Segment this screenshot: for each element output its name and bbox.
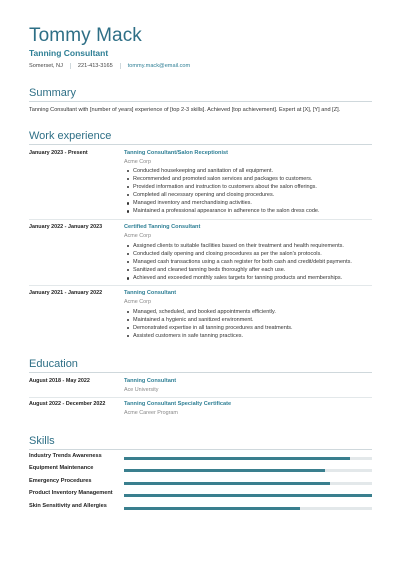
entry-bullets: [124, 167, 374, 216]
entry-date: August 2018 - May 2022: [29, 378, 90, 384]
summary-heading: Summary: [29, 87, 77, 99]
skill-name: Skin Sensitivity and Allergies: [29, 503, 107, 509]
entry-bullets: [124, 242, 374, 282]
education-heading: Education: [29, 358, 78, 370]
contact-divider: [120, 63, 121, 69]
summary-text: Tanning Consultant with [number of years] experience of [top 2-3 skills]. Achieved [top achievement]. Expert at [X], [Y] and [Z].: [29, 107, 341, 113]
bullet-item: Maintained a professional appearance in adherence to the salon dress code.: [124, 207, 374, 215]
entry-date: January 2022 - January 2023: [29, 224, 103, 230]
skill-row: [29, 478, 372, 486]
entry-bullets: [124, 308, 374, 340]
section-divider: [29, 144, 372, 145]
section-divider: [29, 372, 372, 373]
skill-name: Product Inventory Management: [29, 490, 113, 496]
skill-bar-track: [124, 469, 372, 472]
skill-bar-fill: [124, 469, 325, 472]
entry-degree: Tanning Consultant Specialty Certificate: [124, 401, 232, 407]
skill-bar-fill: [124, 507, 300, 510]
bullet-item: Recommended and promoted salon services and packages to customers.: [124, 175, 374, 183]
skill-row: [29, 453, 372, 461]
entry-school: Acme Career Program: [124, 410, 178, 416]
candidate-name: Tommy Mack: [29, 25, 142, 46]
entry-company: Acme Corp: [124, 159, 151, 165]
entry-role: Certified Tanning Consultant: [124, 224, 201, 230]
bullet-item: Assigned clients to suitable facilities based on their treatment and health requirements.: [124, 242, 374, 250]
skill-bar-track: [124, 482, 372, 485]
bullet-item: Sanitized and cleaned tanning beds thoroughly after each use.: [124, 266, 374, 274]
bullet-item: Completed all necessary opening and closing procedures.: [124, 191, 374, 199]
experience-entry: [29, 290, 372, 340]
entry-date: August 2022 - December 2022: [29, 401, 106, 407]
experience-entry: [29, 150, 372, 220]
entry-date: January 2021 - January 2022: [29, 290, 103, 296]
entry-divider: [29, 219, 372, 220]
entry-company: Acme Corp: [124, 233, 151, 239]
candidate-title: Tanning Consultant: [29, 48, 109, 58]
skill-bar-fill: [124, 494, 372, 497]
contact-line: [29, 63, 190, 69]
skill-row: [29, 490, 372, 498]
entry-role: Tanning Consultant/Salon Receptionist: [124, 150, 229, 156]
section-divider: [29, 449, 372, 450]
contact-divider: [70, 63, 71, 69]
entry-divider: [29, 397, 372, 398]
bullet-item: Provided information and instruction to customers about the salon offerings.: [124, 183, 374, 191]
skill-name: Industry Trends Awareness: [29, 453, 102, 459]
bullet-item: Assisted customers in safe tanning practices.: [124, 332, 374, 340]
entry-school: Ace University: [124, 387, 159, 393]
education-entry: [29, 401, 372, 419]
email-link[interactable]: tommy.mack@email.com: [127, 63, 191, 69]
phone: 221-413-3165: [77, 63, 113, 69]
skill-bar-track: [124, 507, 372, 510]
bullet-item: Managed, scheduled, and booked appointments efficiently.: [124, 308, 374, 316]
bullet-item: Managed inventory and merchandising activities.: [124, 199, 374, 207]
bullet-item: Achieved and exceeded monthly sales targets for tanning products and memberships.: [124, 274, 374, 282]
entry-role: Tanning Consultant: [124, 290, 177, 296]
entry-date: January 2023 - Present: [29, 150, 88, 156]
experience-entry: [29, 224, 372, 286]
bullet-item: Managed cash transactions using a cash register for both cash and credit/debit payments.: [124, 258, 374, 266]
entry-degree: Tanning Consultant: [124, 378, 177, 384]
experience-heading: Work experience: [29, 130, 112, 142]
skill-name: Equipment Maintenance: [29, 465, 94, 471]
bullet-item: Demonstrated expertise in all tanning procedures and treatments.: [124, 324, 374, 332]
education-entry: [29, 378, 372, 396]
entry-divider: [29, 285, 372, 286]
skill-name: Emergency Procedures: [29, 478, 92, 484]
location: Somerset, NJ: [29, 63, 63, 69]
skill-bar-fill: [124, 457, 350, 460]
bullet-item: Maintained a hygienic and sanitized environment.: [124, 316, 374, 324]
section-divider: [29, 101, 372, 102]
entry-company: Acme Corp: [124, 299, 151, 305]
skill-bar-track: [124, 457, 372, 460]
skills-heading: Skills: [29, 435, 55, 447]
bullet-item: Conducted housekeeping and sanitation of all equipment.: [124, 167, 374, 175]
bullet-item: Conducted daily opening and closing procedures as per the salon's protocols.: [124, 250, 374, 258]
skill-bar-track: [124, 494, 372, 497]
skill-bar-fill: [124, 482, 330, 485]
skill-row: [29, 465, 372, 473]
skill-row: [29, 503, 372, 511]
